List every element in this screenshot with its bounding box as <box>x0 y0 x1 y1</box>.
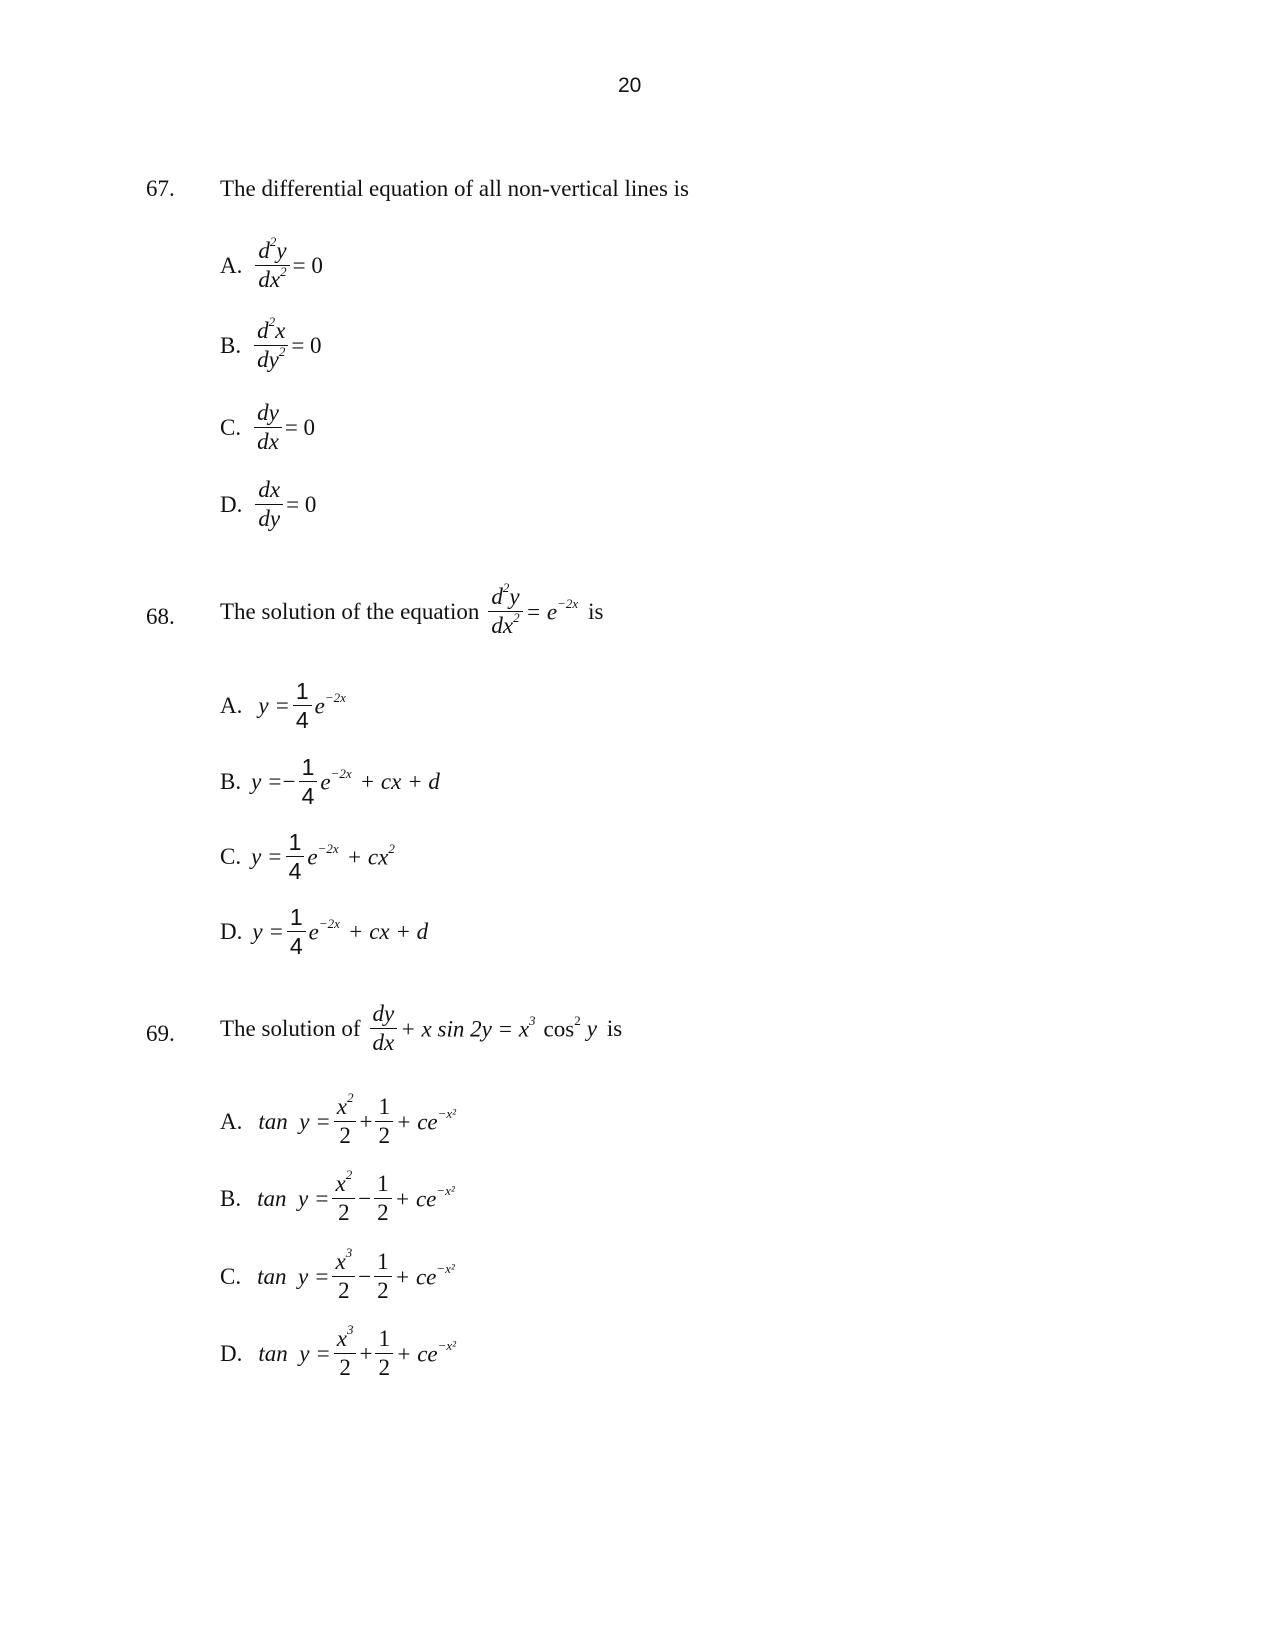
question-number: 67. <box>146 176 175 201</box>
option-label: D. <box>220 492 243 518</box>
option-label: A. <box>220 1109 243 1135</box>
fraction: $\frac{1}{4}$ <box>299 754 318 810</box>
fraction: $\frac{dy}{dx}$ <box>370 1001 398 1057</box>
option-label: C. <box>220 415 242 441</box>
option-label: C. <box>220 1264 242 1290</box>
option-b: B. $\frac{d^2x}{dy^2}$ = 0 <box>220 314 322 373</box>
fraction: $\frac{1}{2}$ <box>375 1326 393 1382</box>
fraction: $\frac{1}{2}$ <box>374 1249 392 1305</box>
fraction: $\frac{x^3}{2}$ <box>334 1326 357 1382</box>
option-a: A. y = $\frac{1}{4}$ $e^{-2x}$ <box>220 678 346 734</box>
option-a: A. tan y = $\frac{x^2}{2}$ + $\frac{1}{2}$ + $ce^{-x^2}$ <box>220 1090 457 1149</box>
fraction: $\frac{1}{4}$ <box>286 829 305 885</box>
option-label: D. <box>220 919 243 945</box>
option-c: C. $\frac{dy}{dx}$ = 0 <box>220 400 316 455</box>
option-label: B. <box>220 333 242 359</box>
fraction: $\frac{dy}{dx}$ <box>254 400 282 456</box>
fraction: $\frac{1}{2}$ <box>374 1171 392 1227</box>
fraction: $\frac{x^2}{2}$ <box>332 1171 355 1227</box>
option-d: D. y = $\frac{1}{4}$ $e^{-2x}$ + cx + d <box>220 904 429 960</box>
option-b: B. y = − $\frac{1}{4}$ $e^{-2x}$ + cx + d <box>220 754 440 810</box>
option-b: B. tan y = $\frac{x^2}{2}$ − $\frac{1}{2}$ + $ce^{-x^2}$ <box>220 1167 455 1226</box>
question-stem: The solution of the equation $\frac{d^2y}{dx^2}$ = $e^{-2x}$ is <box>220 580 604 639</box>
option-label: B. <box>220 769 242 795</box>
fraction: $\frac{x^3}{2}$ <box>332 1249 355 1305</box>
fraction: $\frac{dx}{dy}$ <box>255 477 283 533</box>
fraction: $\frac{1}{4}$ <box>293 678 312 734</box>
option-label: A. <box>220 693 243 719</box>
fraction: $\frac{d^2y}{dx^2}$ <box>255 238 289 294</box>
option-label: C. <box>220 844 242 870</box>
option-label: B. <box>220 1186 242 1212</box>
question-stem: The solution of $\frac{dy}{dx}$ + x $\sin 2y = x^3$ $\cos^2$ y is <box>220 1001 623 1056</box>
option-d: D. $\frac{dx}{dy}$ = 0 <box>220 477 317 532</box>
fraction: $\frac{1}{4}$ <box>287 904 306 960</box>
option-label: D. <box>220 1341 243 1367</box>
question-stem: The differential equation of all non-vertical lines is <box>220 176 689 201</box>
question-number: 69. <box>146 1021 175 1046</box>
fraction: $\frac{x^2}{2}$ <box>334 1094 357 1150</box>
option-d: D. tan y = $\frac{x^3}{2}$ + $\frac{1}{2}$ + $ce^{-x^2}$ <box>220 1322 457 1381</box>
option-a: A. $\frac{d^2y}{dx^2}$ = 0 <box>220 234 323 293</box>
fraction: $\frac{1}{2}$ <box>375 1094 393 1150</box>
fraction: $\frac{d^2x}{dy^2}$ <box>254 318 288 374</box>
question-number: 68. <box>146 604 175 629</box>
fraction: $\frac{d^2y}{dx^2}$ <box>488 584 522 640</box>
option-c: C. tan y = $\frac{x^3}{2}$ − $\frac{1}{2}$ + $ce^{-x^2}$ <box>220 1245 455 1304</box>
option-c: C. y = $\frac{1}{4}$ $e^{-2x}$ + $cx^2$ <box>220 829 395 885</box>
option-label: A. <box>220 253 243 279</box>
page-number: 20 <box>618 74 642 97</box>
